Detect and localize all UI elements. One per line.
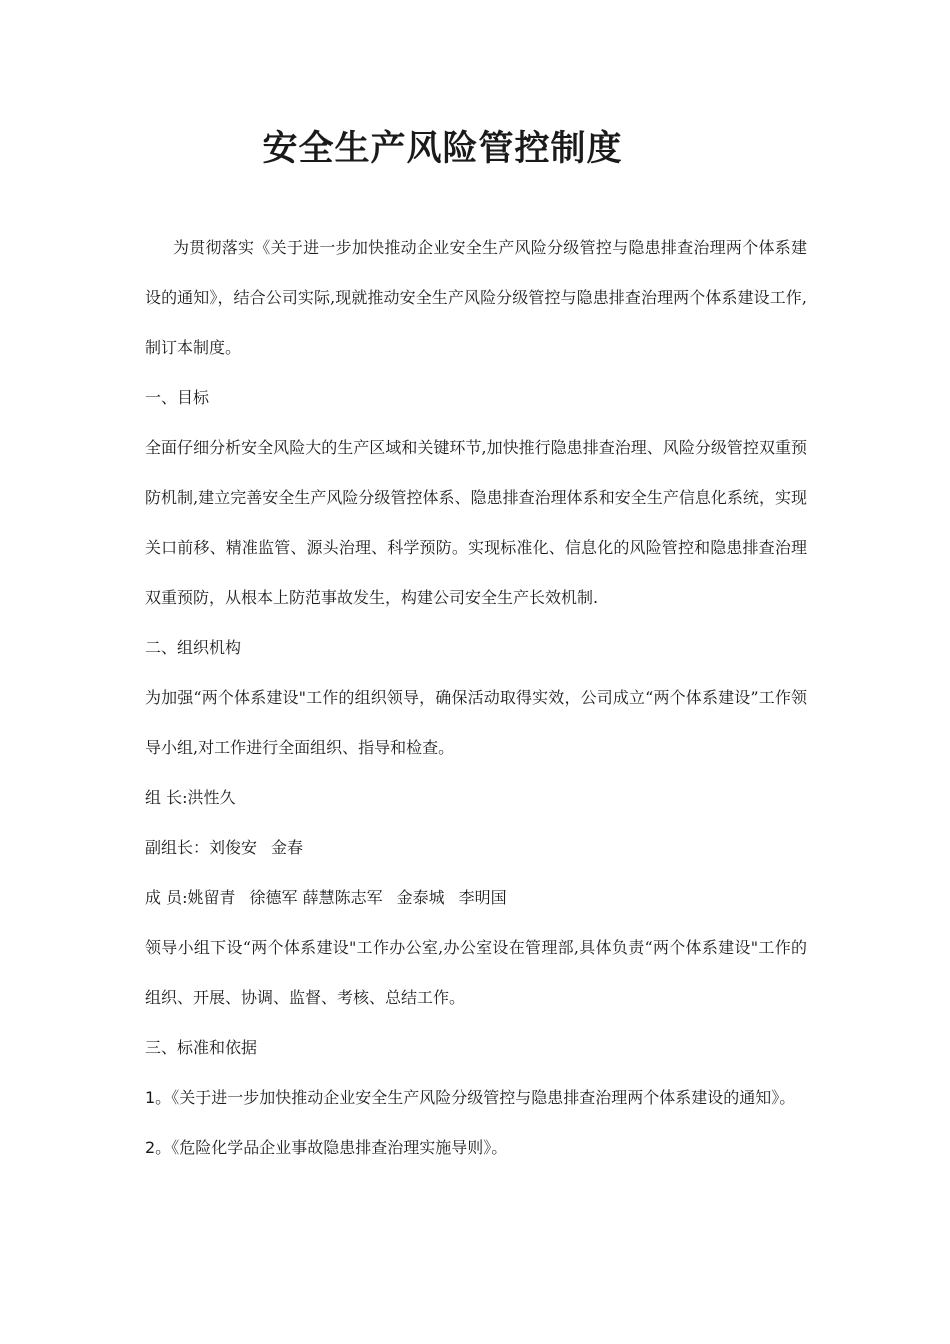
section-heading-basis: 三、标准和依据	[145, 1038, 258, 1057]
basis-item	[145, 1123, 807, 1173]
member-name: 徐德军	[249, 888, 298, 907]
section-heading-organization: 二、组织机构	[145, 638, 242, 657]
basis-item-text: 《危险化学品企业事故隐患排查治理实施导则》。	[171, 1138, 508, 1157]
leader-line	[145, 773, 807, 823]
member-name: 李明国	[458, 888, 507, 907]
basis-item-number: 1。	[145, 1088, 172, 1107]
member-name: 薛慧陈志军	[302, 888, 383, 907]
deputy-line	[145, 823, 807, 873]
member-label: 成 员:	[145, 888, 188, 907]
basis-item-number: 2。	[145, 1138, 172, 1157]
intro-paragraph: 为贯彻落实《关于进一步加快推动企业安全生产风险分级管控与隐患排查治理两个体系建设的通知》，结合公司实际,现就推动安全生产风险分级管控与隐患排查治理两个体系建设工作,制订本制度。	[145, 238, 807, 357]
deputy-label: 副组长：	[145, 838, 210, 857]
leader-name: 洪性久	[187, 788, 236, 807]
document-title: 安全生产风险管控制度	[262, 129, 623, 169]
document-body	[145, 223, 807, 1173]
leader-label: 组 长:	[145, 788, 188, 807]
members-line	[145, 873, 807, 923]
member-name: 姚留青	[187, 888, 236, 907]
basis-item-text: 《关于进一步加快推动企业安全生产风险分级管控与隐患排查治理两个体系建设的通知》。	[171, 1088, 796, 1107]
member-name: 金泰城	[396, 888, 445, 907]
deputy-name: 刘俊安	[209, 838, 258, 857]
organization-paragraph: 为加强“两个体系建设"工作的组织领导，确保活动取得实效，公司成立“两个体系建设”工作领导小组,对工作进行全面组织、指导和检查。	[145, 688, 807, 757]
goal-paragraph: 全面仔细分析安全风险大的生产区域和关键环节,加快推行隐患排查治理、风险分级管控双重预防机制,建立完善安全生产风险分级管控体系、隐患排查治理体系和安全生产信息化系统，实现关口前移、精准监管、源头治理、科学预防。实现标准化、信息化的风险管控和隐患排查治理双重预防，从根本上防范事故发生，构建公司安全生产长效机制.	[145, 438, 807, 607]
deputy-name: 金春	[271, 838, 304, 857]
basis-item	[145, 1073, 807, 1123]
section-heading-goal: 一、目标	[145, 388, 210, 407]
office-paragraph: 领导小组下设“两个体系建设"工作办公室,办公室设在管理部,具体负责“两个体系建设"工作的组织、开展、协调、监督、考核、总结工作。	[145, 938, 807, 1007]
